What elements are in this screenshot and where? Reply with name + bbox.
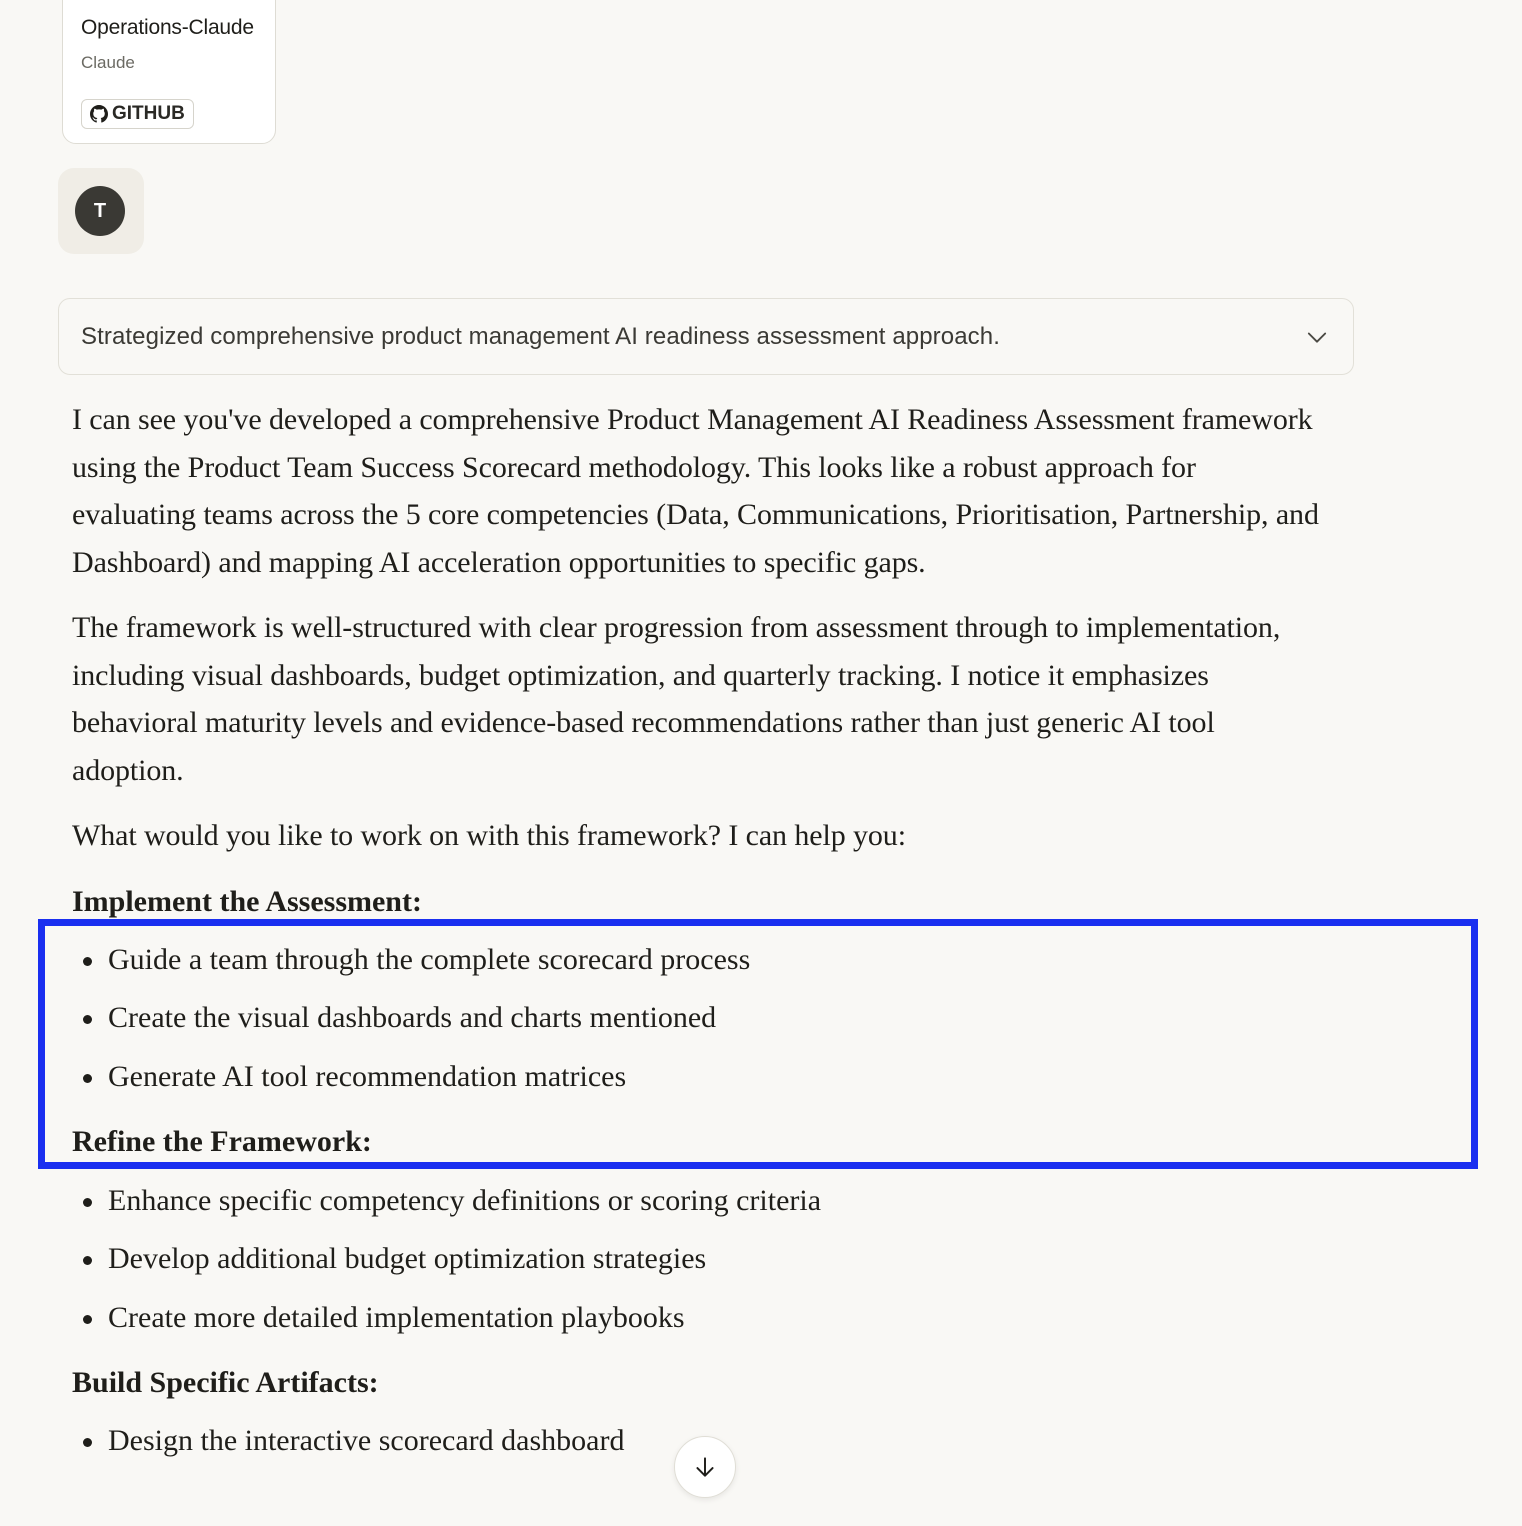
list-item: Enhance specific competency definitions or scoring criteria — [72, 1172, 1322, 1230]
list-item: Create the visual dashboards and charts mentioned — [72, 989, 1322, 1047]
github-icon — [90, 105, 108, 123]
response-paragraph: I can see you've developed a comprehensive Product Management AI Readiness Assessment framework using the Product Team Success Scorecard methodology. This looks like a robust approach for evaluating teams across the 5 core competencies (Data, Communications, Prioritisation, Partnership, and Dashboard) and mapping AI acceleration opportunities to specific gaps. — [72, 403, 1319, 579]
project-title: Operations-Claude — [81, 16, 254, 39]
user-message-block — [58, 168, 144, 254]
section-heading: Refine the Framework: — [72, 1125, 372, 1159]
avatar: T — [75, 186, 125, 236]
response-paragraph: What would you like to work on with this framework? I can help you: — [72, 819, 906, 852]
list-item: Guide a team through the complete scorecard process — [72, 931, 1322, 989]
response-paragraph: The framework is well-structured with clear progression from assessment through to implementation, including visual dashboards, budget optimization, and quarterly tracking. I notice it emphasizes behavioral maturity levels and evidence-based recommendations rather than just generic AI tool adoption. — [72, 611, 1281, 787]
section-list — [72, 1172, 1322, 1347]
assistant-response — [72, 396, 1322, 1471]
list-item: Generate AI tool recommendation matrices — [72, 1048, 1322, 1106]
project-owner: Claude — [81, 53, 135, 72]
thinking-summary-text: Strategized comprehensive product management AI readiness assessment approach. — [81, 322, 1000, 350]
section-heading: Implement the Assessment: — [72, 884, 422, 918]
section-list — [72, 931, 1322, 1106]
section-heading: Build Specific Artifacts: — [72, 1365, 379, 1399]
scroll-to-bottom-button[interactable] — [674, 1436, 736, 1498]
github-badge — [81, 99, 194, 129]
list-item: Develop additional budget optimization strategies — [72, 1230, 1322, 1288]
thinking-summary-toggle[interactable] — [58, 298, 1354, 375]
github-badge-label: GITHUB — [112, 103, 185, 124]
chevron-down-icon — [1303, 323, 1331, 351]
list-item: Design the interactive scorecard dashboard — [72, 1412, 1322, 1470]
arrow-down-icon — [692, 1454, 718, 1480]
project-card[interactable] — [62, 0, 276, 144]
list-item: Create more detailed implementation playbooks — [72, 1289, 1322, 1347]
